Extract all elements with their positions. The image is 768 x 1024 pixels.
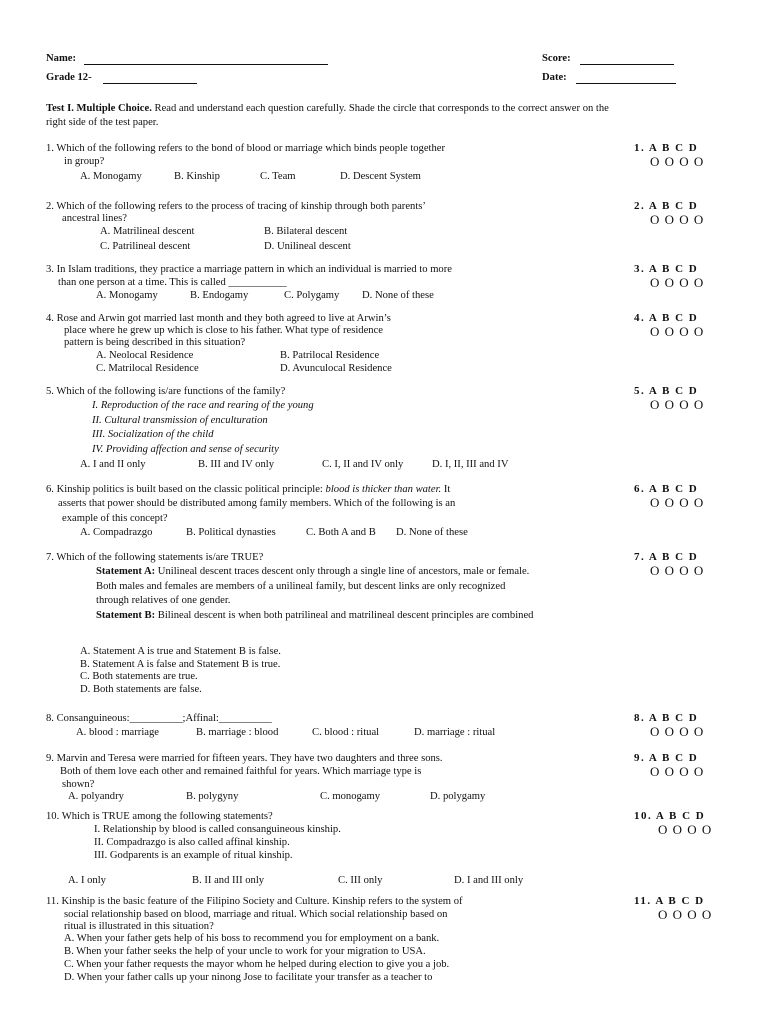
- instructions-line1: Read and understand each question carefully. Shade the circle that corresponds to the correct answer on the: [154, 103, 609, 114]
- q7-answer-bubbles[interactable]: O O O O: [650, 563, 705, 578]
- q4-option-a: A. Neolocal Residence: [96, 350, 194, 361]
- q6-stem-cont1: asserts that power should be distributed among family members. Which of the following is an: [58, 498, 456, 509]
- instructions: [46, 102, 609, 115]
- q6-principle: blood is thicker than water.: [325, 484, 442, 495]
- q10-letters: A B C D: [655, 810, 706, 822]
- q8-option-c: C. blood : ritual: [312, 727, 380, 738]
- q8-option-d: D. marriage : ritual: [414, 727, 496, 738]
- q5-item-4: IV. Providing affection and sense of security: [92, 444, 279, 455]
- q2-letters: A B C D: [648, 200, 699, 212]
- q5-stem: 5. Which of the following is/are functions of the family?: [46, 386, 286, 397]
- q7-statement-a: [96, 565, 529, 578]
- q11-option-a: A. When your father gets help of his boss to recommend you for employment on a bank.: [64, 933, 440, 944]
- q7-statement-a-text: Unilineal descent traces descent only through a single line of ancestors, male or female.: [157, 566, 530, 577]
- date-field[interactable]: [576, 83, 676, 84]
- q4-answer-bubbles[interactable]: O O O O: [650, 324, 705, 339]
- q4-option-b: B. Patrilocal Residence: [280, 350, 380, 361]
- q3-number: 3.: [634, 263, 646, 275]
- test-title: Test I. Multiple Choice.: [46, 103, 152, 114]
- q7-statement-b-text: Bilineal descent is when both patrilineal and matrilineal descent principles are combined: [157, 610, 534, 621]
- q4-number: 4.: [634, 312, 646, 324]
- q11-number: 11.: [634, 895, 652, 907]
- q10-option-c: C. III only: [338, 875, 383, 886]
- q5-number: 5.: [634, 385, 646, 397]
- q4-option-d: D. Avunculocal Residence: [280, 363, 392, 374]
- q10-option-a: A. I only: [68, 875, 106, 886]
- q5-letters: A B C D: [648, 385, 699, 397]
- q5-option-a: A. I and II only: [80, 459, 146, 470]
- q2-option-b: B. Bilateral descent: [264, 226, 348, 237]
- q10-item-1: I. Relationship by blood is called consanguineous kinship.: [94, 824, 341, 835]
- q4-stem-cont1: place where he grew up which is close to his father. What type of residence: [64, 325, 383, 336]
- q1-stem-cont: in group?: [64, 156, 105, 167]
- q11-letters: A B C D: [655, 895, 705, 907]
- q4-letters: A B C D: [648, 312, 699, 324]
- instructions-line2: right side of the test paper.: [46, 117, 159, 128]
- q7-letters: A B C D: [648, 551, 699, 563]
- grade-label: Grade 12-: [46, 72, 92, 83]
- q1-option-d: D. Descent System: [340, 171, 421, 182]
- q7-statement-a-label: Statement A:: [96, 566, 156, 577]
- q7-statement-a-cont1: Both males and females are members of a unilineal family, but descent links are only recognized: [96, 581, 506, 592]
- q11-stem-cont2: ritual is illustrated in this situation?: [64, 921, 214, 932]
- q3-letters: A B C D: [648, 263, 699, 275]
- q10-item-2: II. Compadrazgo is also called affinal kinship.: [94, 837, 290, 848]
- q6-answer-bubbles[interactable]: O O O O: [650, 495, 705, 510]
- q7-option-a: A. Statement A is true and Statement B is false.: [80, 646, 281, 657]
- q3-option-d: D. None of these: [362, 290, 434, 301]
- q1-letters: A B C D: [648, 142, 699, 154]
- q3-option-c: C. Polygamy: [284, 290, 340, 301]
- q10-number: 10.: [634, 810, 653, 822]
- q9-letters: A B C D: [648, 752, 699, 764]
- q6-option-a: A. Compadrazgo: [80, 527, 153, 538]
- q5-item-1: I. Reproduction of the race and rearing of the young: [92, 400, 314, 411]
- q6-stem-cont2: example of this concept?: [62, 513, 168, 524]
- q11-stem-cont1: social relationship based on blood, marriage and ritual. Which social relationship based on: [64, 909, 448, 920]
- score-label: Score:: [542, 53, 571, 64]
- q8-answer-bubbles[interactable]: O O O O: [650, 724, 705, 739]
- q2-option-d: D. Unilineal descent: [264, 241, 351, 252]
- q2-stem: 2. Which of the following refers to the process of tracing of kinship through both parents’: [46, 201, 426, 212]
- q9-stem: 9. Marvin and Teresa were married for fifteen years. They have two daughters and three sons.: [46, 753, 443, 764]
- q7-option-c: C. Both statements are true.: [80, 671, 198, 682]
- q8-letters: A B C D: [648, 712, 699, 724]
- q6-option-c: C. Both A and B: [306, 527, 376, 538]
- q11-option-c: C. When your father requests the mayor whom he helped during election to give you a job.: [64, 959, 450, 970]
- q5-answer-bubbles[interactable]: O O O O: [650, 397, 705, 412]
- q1-answer-bubbles[interactable]: O O O O: [650, 154, 705, 169]
- q4-option-c: C. Matrilocal Residence: [96, 363, 199, 374]
- q3-option-a: A. Monogamy: [96, 290, 158, 301]
- q4-stem-cont2: pattern is being described in this situation?: [64, 337, 246, 348]
- q5-option-c: C. I, II and IV only: [322, 459, 404, 470]
- q1-option-b: B. Kinship: [174, 171, 220, 182]
- q2-number: 2.: [634, 200, 646, 212]
- q11-option-b: B. When your father seeks the help of your uncle to work for your migration to USA.: [64, 946, 426, 957]
- q3-stem-cont: than one person at a time. This is called ___________: [58, 277, 287, 288]
- q1-option-c: C. Team: [260, 171, 296, 182]
- q6-letters: A B C D: [648, 483, 699, 495]
- q9-option-b: B. polygyny: [186, 791, 239, 802]
- q7-stem: 7. Which of the following statements is/are TRUE?: [46, 552, 264, 563]
- q7-option-b: B. Statement A is false and Statement B is true.: [80, 659, 281, 670]
- q11-stem: 11. Kinship is the basic feature of the Filipino Society and Culture. Kinship refers to the system of: [46, 896, 463, 907]
- q7-option-d: D. Both statements are false.: [80, 684, 202, 695]
- q1-option-a: A. Monogamy: [80, 171, 142, 182]
- q6-stem-text: 6. Kinship politics is built based on the classic political principle:: [46, 484, 323, 495]
- q2-stem-cont: ancestral lines?: [62, 213, 128, 224]
- q2-option-c: C. Patrilineal descent: [100, 241, 191, 252]
- q8-option-b: B. marriage : blood: [196, 727, 279, 738]
- q6-number: 6.: [634, 483, 646, 495]
- q5-item-3: III. Socialization of the child: [92, 429, 214, 440]
- q6-option-b: B. Political dynasties: [186, 527, 276, 538]
- date-label: Date:: [542, 72, 567, 83]
- q8-option-a: A. blood : marriage: [76, 727, 159, 738]
- q3-stem: 3. In Islam traditions, they practice a marriage pattern in which an individual is married to more: [46, 264, 452, 275]
- q11-option-d: D. When your father calls up your ninong Jose to facilitate your transfer as a teacher to: [64, 972, 433, 983]
- q8-stem: 8. Consanguineous:__________;Affinal:__________: [46, 713, 272, 724]
- q6-stem: [46, 483, 450, 496]
- q4-stem: 4. Rose and Arwin got married last month and they both agreed to live at Arwin’s: [46, 313, 391, 324]
- q9-stem-cont2: shown?: [62, 779, 95, 790]
- q10-option-d: D. I and III only: [454, 875, 524, 886]
- q9-option-d: D. polygamy: [430, 791, 486, 802]
- name-field[interactable]: [84, 64, 328, 65]
- q10-stem: 10. Which is TRUE among the following statements?: [46, 811, 273, 822]
- q9-stem-cont1: Both of them love each other and remained faithful for years. Which marriage type is: [60, 766, 422, 777]
- q7-statement-a-cont2: through relatives of one gender.: [96, 595, 231, 606]
- q9-number: 9.: [634, 752, 646, 764]
- q10-option-b: B. II and III only: [192, 875, 265, 886]
- q11-answer-bubbles[interactable]: O O O O: [658, 907, 713, 922]
- q1-number: 1.: [634, 142, 646, 154]
- q2-option-a: A. Matrilineal descent: [100, 226, 195, 237]
- q7-statement-b-label: Statement B:: [96, 610, 156, 621]
- q8-number: 8.: [634, 712, 646, 724]
- score-field[interactable]: [580, 64, 674, 65]
- q9-option-a: A. polyandry: [68, 791, 124, 802]
- q10-answer-bubbles[interactable]: O O O O: [658, 822, 713, 837]
- q7-number: 7.: [634, 551, 646, 563]
- q5-option-b: B. III and IV only: [198, 459, 275, 470]
- q7-statement-b: [96, 609, 533, 622]
- q10-item-3: III. Godparents is an example of ritual kinship.: [94, 850, 293, 861]
- q9-answer-bubbles[interactable]: O O O O: [650, 764, 705, 779]
- q1-stem: 1. Which of the following refers to the bond of blood or marriage which binds people together: [46, 143, 446, 154]
- q3-option-b: B. Endogamy: [190, 290, 249, 301]
- q3-answer-bubbles[interactable]: O O O O: [650, 275, 705, 290]
- q5-option-d: D. I, II, III and IV: [432, 459, 509, 470]
- q6-option-d: D. None of these: [396, 527, 468, 538]
- name-label: Name:: [46, 53, 77, 64]
- q2-answer-bubbles[interactable]: O O O O: [650, 212, 705, 227]
- grade-section-field[interactable]: [103, 83, 197, 84]
- q9-option-c: C. monogamy: [320, 791, 381, 802]
- q6-stem-end: It: [443, 484, 451, 495]
- q5-item-2: II. Cultural transmission of enculturation: [92, 415, 268, 426]
